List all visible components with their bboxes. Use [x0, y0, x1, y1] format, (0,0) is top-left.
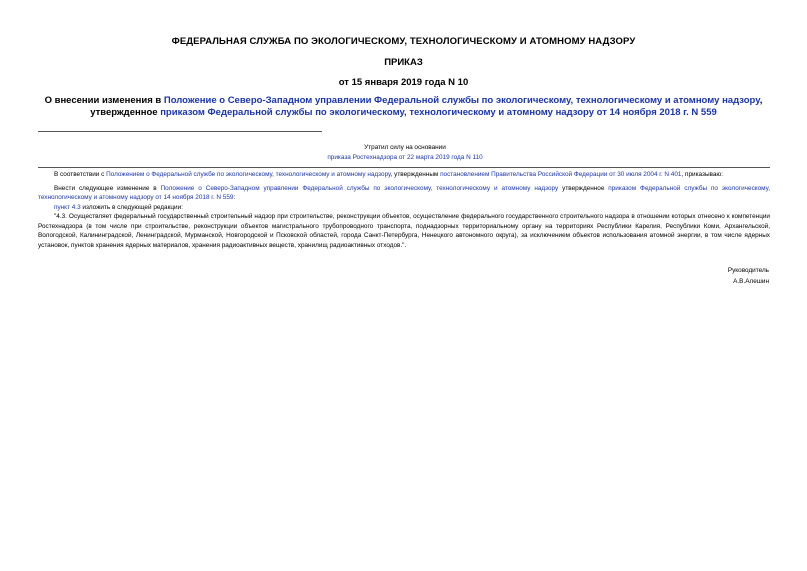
document-body	[38, 170, 770, 250]
paragraph-new-text: "4.3. Осуществляет федеральный государственный строительный надзор при строительстве, реконструкции объектов, осуществление федерального государственного строительного надзора в отношении которых отнесено к компетенции Ростехнадзора (в том числе при строительстве, реконструкции объектов магистрального трубопроводного транспорта, поднадзорных территориальному органу на территориях Республики Карелия, Республики Коми, Архангельской, Вологодской, Калининградской, Ленинградской, Мурманской, Новгородской и Псковской областей, города Санкт-Петербурга, Ненецкого автономного округа), за исключением объектов использования атомной энергии, в том числе ядерных установок, пунктов хранения ядерных материалов, хранения радиоактивных веществ, хранилищ радиоактивных отходов.".	[38, 213, 770, 249]
title-prefix: О внесении изменения в	[44, 95, 164, 106]
title-link-order[interactable]: приказом Федеральной службы по экологическому, технологическому и атомному надзору от 14 ноября 2018 г. N 559	[160, 107, 717, 118]
signer-name: А.В.Алешин	[733, 278, 769, 285]
signature-block	[728, 265, 769, 287]
p1-text-a: В соответствии с	[54, 171, 107, 178]
paragraph-change	[38, 184, 770, 203]
p2-link-regulation[interactable]: Положение о Северо-Западном управлении Федеральной службы по экологическому, технологическому и атомному надзору	[160, 184, 559, 192]
p1-text-c: , приказываю:	[681, 171, 723, 178]
paragraph-clause	[38, 203, 770, 213]
paragraph-basis	[38, 170, 770, 180]
repeal-link[interactable]: приказа Ростехнадзора от 22 марта 2019 года N 110	[327, 154, 483, 161]
p2-text-c: :	[233, 194, 236, 201]
repeal-note	[260, 143, 550, 163]
document-type: ПРИКАЗ	[384, 57, 423, 68]
signer-role: Руководитель	[727, 267, 769, 274]
title-middle: , утвержденное	[90, 95, 763, 118]
p2-text-a: Внести следующее изменение в	[54, 184, 161, 192]
p1-link-government-decree[interactable]: постановлением Правительства Российской Федерации от 30 июля 2004 г. N 401	[440, 171, 682, 178]
p2-link-order[interactable]: приказом Федеральной службы по экологическому, технологическому и атомному надзору от 14 ноября 2018 г. N 559	[38, 184, 770, 201]
p1-text-b: , утвержденным	[390, 171, 441, 178]
document-date: от 15 января 2019 года N 10	[338, 77, 469, 88]
divider-short	[38, 131, 322, 132]
document-title	[40, 95, 767, 119]
divider-long	[38, 167, 770, 168]
p2-text-b: утвержденное	[558, 184, 609, 192]
repeal-line: Утратил силу на основании	[364, 144, 446, 151]
title-link-regulation[interactable]: Положение о Северо-Западном управлении Федеральной службы по экологическому, технологическому и атомному надзору	[163, 95, 760, 106]
p3-text-b: изложить в следующей редакции:	[80, 203, 183, 211]
p1-link-federal-regulation[interactable]: Положением о Федеральной службе по экологическому, технологическому и атомному надзору	[106, 171, 391, 178]
agency-name: ФЕДЕРАЛЬНАЯ СЛУЖБА ПО ЭКОЛОГИЧЕСКОМУ, ТЕХНОЛОГИЧЕСКОМУ И АТОМНОМУ НАДЗОРУ	[171, 36, 636, 47]
p3-link-clause[interactable]: пункт 4.3	[54, 203, 81, 211]
